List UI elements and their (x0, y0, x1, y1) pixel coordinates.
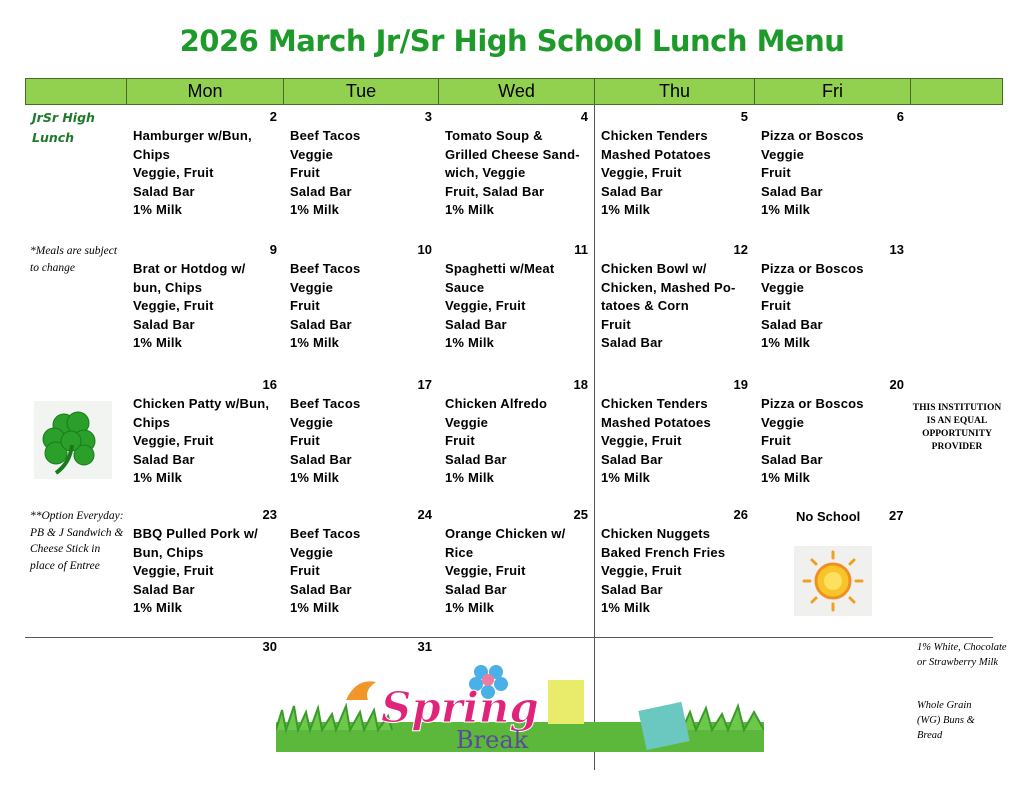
menu-line: 1% Milk (133, 600, 183, 616)
menu-line: Salad Bar (445, 451, 507, 467)
day-cell (594, 375, 754, 505)
menu-line: 1% Milk (290, 470, 340, 486)
menu-line: Chicken Patty w/Bun, (133, 396, 270, 411)
day-cell (754, 240, 910, 370)
menu-line: Spaghetti w/Meat (445, 261, 555, 276)
day-number: 19 (733, 377, 748, 392)
day-cell (594, 505, 754, 635)
no-school-label: No School (796, 509, 861, 524)
menu-line: Beef Tacos (290, 261, 361, 276)
menu-line: Brat or Hotdog w/ (133, 261, 246, 276)
svg-text:Break: Break (456, 726, 529, 752)
day-number: 13 (889, 242, 904, 257)
menu-items (290, 260, 360, 353)
menu-line: 1% Milk (133, 470, 183, 486)
day-number: 24 (417, 507, 432, 522)
menu-line: Veggie (761, 146, 805, 162)
day-number: 9 (269, 242, 277, 257)
menu-line: Fruit (601, 316, 631, 332)
day-number: 12 (733, 242, 748, 257)
menu-line: 1% Milk (601, 600, 651, 616)
day-cell (594, 107, 754, 237)
day-number: 11 (574, 242, 588, 257)
menu-items (601, 525, 725, 618)
menu-line: Rice (445, 544, 474, 560)
menu-items (133, 525, 258, 618)
menu-line: 1% Milk (761, 470, 811, 486)
menu-line: Salad Bar (133, 451, 195, 467)
day-number: 18 (573, 377, 588, 392)
svg-text:Spring: Spring (381, 683, 539, 732)
menu-line: Fruit (290, 433, 320, 449)
menu-line: Veggie (290, 544, 334, 560)
menu-line: 1% Milk (601, 202, 651, 218)
header-mon: Mon (127, 79, 284, 104)
menu-line: 1% Milk (290, 202, 340, 218)
day-number: 10 (417, 242, 432, 257)
header-thu: Thu (595, 79, 755, 104)
weekday-header (25, 78, 1003, 105)
day-number: 16 (262, 377, 277, 392)
menu-items (601, 127, 711, 220)
menu-line: Chicken, Mashed Po- (601, 279, 736, 295)
menu-line: Veggie, Fruit (133, 433, 214, 449)
menu-line: Salad Bar (761, 451, 823, 467)
meals-note: *Meals are subject to change (30, 245, 118, 274)
day-number: 5 (740, 109, 748, 124)
menu-line: Salad Bar (445, 581, 507, 597)
menu-line: Veggie (445, 414, 489, 430)
menu-items (761, 395, 864, 488)
menu-line: Bun, Chips (133, 544, 204, 560)
day-cell (283, 375, 438, 505)
menu-line: Beef Tacos (290, 128, 361, 143)
menu-line: Fruit (290, 165, 320, 181)
day-number: 23 (262, 507, 277, 522)
menu-line: Salad Bar (601, 183, 663, 199)
menu-line: wich, Veggie (445, 165, 526, 181)
day-number: 4 (580, 109, 588, 124)
menu-line: Veggie, Fruit (601, 433, 682, 449)
menu-line: Chicken Tenders (601, 396, 708, 411)
menu-line: Salad Bar (290, 316, 352, 332)
menu-items (761, 127, 864, 220)
menu-line: 1% Milk (445, 202, 495, 218)
menu-line: Pizza or Boscos (761, 261, 864, 276)
menu-line: Chicken Tenders (601, 128, 708, 143)
menu-line: Veggie, Fruit (133, 165, 214, 181)
menu-line: Chips (133, 414, 171, 430)
menu-line: Mashed Potatoes (601, 414, 711, 430)
menu-line: Veggie, Fruit (445, 563, 526, 579)
shamrock-icon (34, 401, 112, 479)
menu-line: Chicken Nuggets (601, 526, 711, 541)
menu-line: Veggie (761, 279, 805, 295)
menu-line: Salad Bar (601, 451, 663, 467)
menu-line: Chips (133, 146, 171, 162)
jrsr-label: JrSr High Lunch (32, 110, 95, 145)
menu-items (133, 127, 252, 220)
day-cell (126, 637, 283, 767)
menu-line: Veggie, Fruit (601, 165, 682, 181)
day-cell (754, 375, 910, 505)
menu-line: Salad Bar (290, 183, 352, 199)
menu-line: Salad Bar (290, 581, 352, 597)
menu-line: Salad Bar (445, 316, 507, 332)
day-number: 30 (262, 639, 277, 654)
day-cell (283, 240, 438, 370)
day-cell (594, 240, 754, 370)
day-number: 31 (417, 639, 432, 654)
menu-line: Grilled Cheese Sand- (445, 146, 580, 162)
menu-items (290, 525, 360, 618)
day-cell (438, 505, 594, 635)
menu-line: Veggie, Fruit (133, 298, 214, 314)
day-cell (438, 240, 594, 370)
menu-items (290, 127, 360, 220)
menu-line: Baked French Fries (601, 544, 726, 560)
day-number: 2 (269, 109, 277, 124)
day-cell (754, 505, 910, 635)
menu-line: 1% Milk (133, 202, 183, 218)
menu-line: Veggie (290, 146, 334, 162)
menu-line: Salad Bar (133, 316, 195, 332)
day-cell (438, 107, 594, 237)
menu-line: Salad Bar (601, 581, 663, 597)
menu-items (445, 127, 580, 220)
menu-line: Salad Bar (133, 183, 195, 199)
day-cell (126, 107, 283, 237)
day-cell (126, 240, 283, 370)
menu-line: Pizza or Boscos (761, 396, 864, 411)
menu-line: 1% Milk (290, 335, 340, 351)
menu-line: Beef Tacos (290, 396, 361, 411)
day-number: 17 (417, 377, 432, 392)
day-cell (126, 505, 283, 635)
menu-line: tatoes & Corn (601, 298, 689, 314)
day-number: 20 (889, 377, 904, 392)
menu-line: 1% Milk (445, 600, 495, 616)
day-cell (754, 107, 910, 237)
menu-line: Salad Bar (133, 581, 195, 597)
equal-opportunity-note: THIS INSTITUTION IS AN EQUAL OPPORTUNITY PROVIDER (912, 403, 1002, 452)
menu-line: Fruit (445, 433, 475, 449)
option-note: **Option Everyday: PB & J Sandwich & Cheese Stick in place of Entree (30, 510, 124, 572)
menu-line: 1% Milk (601, 470, 651, 486)
menu-line: Salad Bar (761, 316, 823, 332)
menu-line: Salad Bar (601, 335, 663, 351)
menu-line: Tomato Soup & (445, 128, 543, 143)
day-cell (283, 637, 438, 767)
menu-line: Veggie (290, 414, 334, 430)
menu-items (445, 525, 565, 618)
menu-line: Chicken Alfredo (445, 396, 548, 411)
menu-line: Salad Bar (761, 183, 823, 199)
day-cell (283, 505, 438, 635)
header-blank (26, 79, 127, 104)
menu-line: BBQ Pulled Pork w/ (133, 526, 258, 541)
menu-line: Fruit (761, 433, 791, 449)
menu-line: 1% Milk (761, 335, 811, 351)
menu-line: 1% Milk (290, 600, 340, 616)
day-cell (126, 375, 283, 505)
menu-items (290, 395, 360, 488)
menu-line: Beef Tacos (290, 526, 361, 541)
menu-items (601, 395, 711, 488)
menu-line: Salad Bar (290, 451, 352, 467)
menu-items (601, 260, 736, 353)
menu-items (761, 260, 864, 353)
day-number: 6 (896, 109, 904, 124)
menu-items (445, 260, 554, 353)
milk-note: 1% White, Chocolate or Strawberry Milk (917, 642, 1007, 668)
grain-note: Whole Grain (WG) Buns & Bread (917, 700, 975, 741)
menu-line: Chicken Bowl w/ (601, 261, 707, 276)
day-cell (283, 107, 438, 237)
menu-line: Veggie (761, 414, 805, 430)
menu-line: Fruit, Salad Bar (445, 183, 545, 199)
header-blank-right (911, 79, 1002, 104)
header-wed: Wed (439, 79, 595, 104)
menu-line: Fruit (761, 165, 791, 181)
menu-line: bun, Chips (133, 279, 203, 295)
menu-line: 1% Milk (445, 335, 495, 351)
header-tue: Tue (284, 79, 439, 104)
menu-items (133, 260, 245, 353)
menu-line: Fruit (290, 298, 320, 314)
menu-line: Veggie, Fruit (445, 298, 526, 314)
day-cell (438, 375, 594, 505)
menu-items (133, 395, 269, 488)
day-number: 26 (733, 507, 748, 522)
day-number: 27 (889, 508, 904, 523)
menu-line: Sauce (445, 279, 485, 295)
menu-line: Hamburger w/Bun, (133, 128, 252, 143)
menu-line: Veggie, Fruit (601, 563, 682, 579)
page-title: 2026 March Jr/Sr High School Lunch Menu (179, 24, 845, 58)
menu-line: Veggie, Fruit (133, 563, 214, 579)
menu-line: Veggie (290, 279, 334, 295)
menu-line: 1% Milk (761, 202, 811, 218)
menu-line: 1% Milk (133, 335, 183, 351)
menu-line: Orange Chicken w/ (445, 526, 566, 541)
menu-line: Fruit (761, 298, 791, 314)
day-number: 3 (424, 109, 432, 124)
menu-line: Mashed Potatoes (601, 146, 711, 162)
header-fri: Fri (755, 79, 911, 104)
menu-items (445, 395, 547, 488)
menu-line: Pizza or Boscos (761, 128, 864, 143)
day-number: 25 (573, 507, 588, 522)
menu-line: Fruit (290, 563, 320, 579)
menu-line: 1% Milk (445, 470, 495, 486)
